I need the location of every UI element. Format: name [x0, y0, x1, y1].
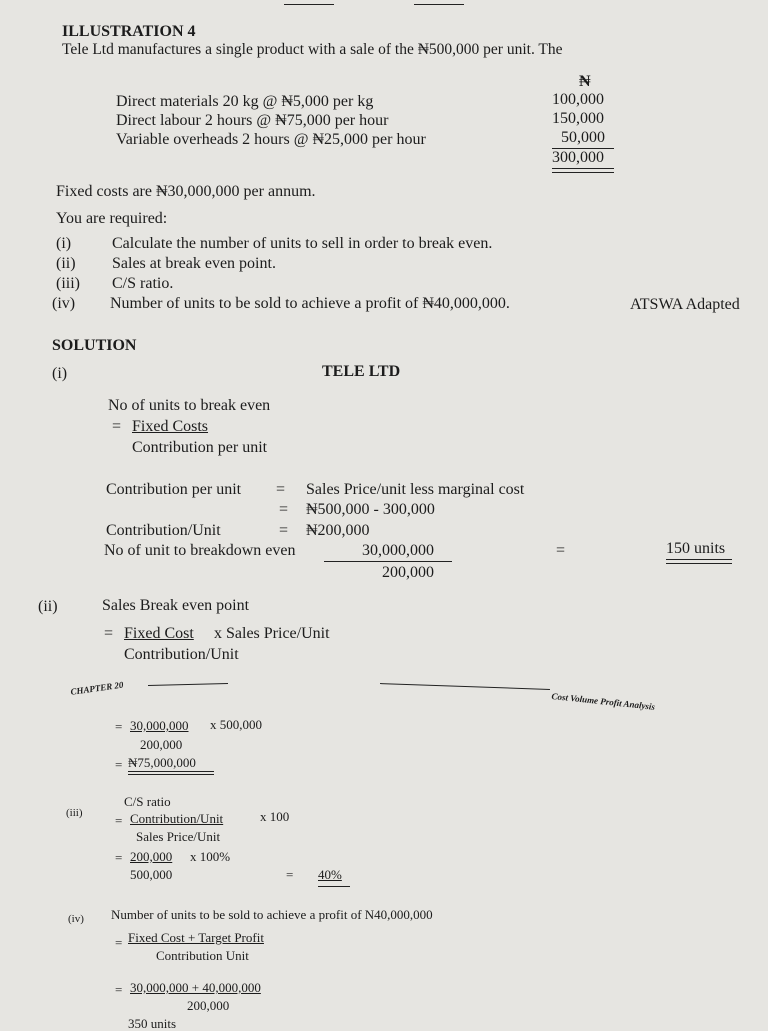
ii-calc-numerator: 30,000,000	[130, 718, 189, 733]
cost-amount-materials: 100,000	[552, 91, 604, 108]
cost-label-labour: Direct labour 2 hours @ ₦75,000 per hour	[116, 112, 389, 129]
illustration-intro: Tele Ltd manufactures a single product with a sale of the ₦500,000 per unit. The	[62, 41, 563, 58]
be-units-label: No of units to break even	[108, 397, 271, 414]
req-num-i: (i)	[56, 235, 72, 252]
part-iii-denominator: Sales Price/Unit	[136, 829, 221, 844]
part-iv-numerator: Fixed Cost + Target Profit	[128, 930, 264, 945]
part-iii-numerator: Contribution/Unit	[130, 811, 224, 826]
be-result: 150 units	[666, 540, 726, 557]
req-text-iv: Number of units to be sold to achieve a profit of ₦40,000,000.	[110, 295, 510, 312]
part-ii-denominator: Contribution/Unit	[124, 646, 239, 663]
part-iv-calc-equals: =	[115, 982, 123, 997]
running-title: Cost Volume Profit Analysis	[551, 691, 656, 712]
req-text-i: Calculate the number of units to sell in order to break even.	[112, 235, 493, 252]
cpu-equals-2: =	[279, 501, 289, 518]
part-iv-result: 350 units	[128, 1016, 177, 1031]
source-attribution: ATSWA Adapted	[630, 296, 740, 313]
part-ii-numerator: Fixed Cost	[124, 625, 194, 642]
ii-result-rule-1	[128, 771, 214, 772]
fixed-costs-statement: Fixed costs are ₦30,000,000 per annum.	[56, 183, 316, 200]
top-rule-right	[414, 4, 464, 5]
cpu-equals-1: =	[276, 481, 286, 498]
be-units-denominator: Contribution per unit	[132, 439, 268, 456]
cost-label-overheads: Variable overheads 2 hours @ ₦25,000 per hour	[116, 131, 426, 148]
cpu-formula: Sales Price/unit less marginal cost	[306, 481, 525, 498]
ii-calc-denominator: 200,000	[140, 737, 183, 752]
part-iv-calc-denominator: 200,000	[187, 998, 230, 1013]
part-iii-calc-numerator: 200,000	[130, 849, 173, 864]
part-ii-title: Sales Break even point	[102, 597, 250, 614]
part-iii-result-equals: =	[286, 867, 294, 882]
header-rule-right	[380, 683, 550, 690]
req-num-ii: (ii)	[56, 255, 76, 272]
ii-calc-equals: =	[115, 719, 123, 734]
be-calc-label: No of unit to breakdown even	[104, 542, 296, 559]
part-iv-calc-numerator: 30,000,000 + 40,000,000	[130, 980, 261, 995]
cpu-calc: ₦500,000 - 300,000	[306, 501, 435, 518]
part-iv-title: Number of units to be sold to achieve a profit of N40,000,000	[111, 907, 433, 922]
part-iii-num: (iii)	[66, 807, 83, 819]
part-iii-equals: =	[115, 813, 123, 828]
cu-value: ₦200,000	[306, 522, 370, 539]
illustration-title: ILLUSTRATION 4	[62, 23, 196, 40]
part-iii-times: x 100	[260, 809, 290, 824]
total-rule-1	[552, 168, 614, 169]
currency-header: ₦	[579, 73, 591, 90]
cost-label-materials: Direct materials 20 kg @ ₦5,000 per kg	[116, 93, 374, 110]
be-result-rule-1	[666, 559, 732, 560]
company-heading: TELE LTD	[322, 363, 401, 380]
part-iv-num: (iv)	[68, 913, 84, 925]
part-i-num: (i)	[52, 365, 68, 382]
part-iii-result-rule	[318, 886, 350, 887]
part-iii-calc-denominator: 500,000	[130, 867, 173, 882]
part-iv-equals: =	[115, 935, 123, 950]
required-label: You are required:	[56, 210, 168, 227]
part-iii-calc-equals: =	[115, 850, 123, 865]
part-ii-equals: =	[104, 625, 114, 642]
part-iv-denominator: Contribution Unit	[156, 948, 249, 963]
cost-total: 300,000	[552, 149, 604, 166]
cu-label: Contribution/Unit	[106, 522, 221, 539]
ii-result-equals: =	[115, 757, 123, 772]
req-num-iii: (iii)	[56, 275, 80, 292]
chapter-label: CHAPTER 20	[69, 679, 124, 697]
req-text-iii: C/S ratio.	[112, 275, 174, 292]
cpu-label: Contribution per unit	[106, 481, 242, 498]
part-iii-title: C/S ratio	[124, 794, 171, 809]
be-calc-numerator: 30,000,000	[362, 542, 434, 559]
be-calc-fraction-line	[324, 561, 452, 562]
part-ii-times: x Sales Price/Unit	[214, 625, 330, 642]
part-iii-result: 40%	[318, 867, 342, 882]
top-rule-left	[284, 4, 334, 5]
part-iii-calc-times: x 100%	[190, 849, 231, 864]
header-rule-left	[148, 683, 228, 686]
req-text-ii: Sales at break even point.	[112, 255, 276, 272]
be-calc-equals: =	[556, 542, 566, 559]
solution-title: SOLUTION	[52, 337, 137, 354]
ii-result-rule-2	[128, 774, 214, 775]
req-num-iv: (iv)	[52, 295, 76, 312]
be-units-equals: =	[112, 418, 122, 435]
cost-amount-labour: 150,000	[552, 110, 604, 127]
be-result-rule-2	[666, 563, 732, 564]
ii-calc-times: x 500,000	[210, 717, 262, 732]
cu-equals: =	[279, 522, 289, 539]
be-units-numerator: Fixed Costs	[132, 418, 209, 435]
total-rule-2	[552, 172, 614, 173]
part-ii-num: (ii)	[38, 598, 58, 615]
cost-amount-overheads: 50,000	[561, 129, 605, 146]
be-calc-denominator: 200,000	[382, 564, 434, 581]
ii-result: ₦75,000,000	[128, 755, 196, 770]
